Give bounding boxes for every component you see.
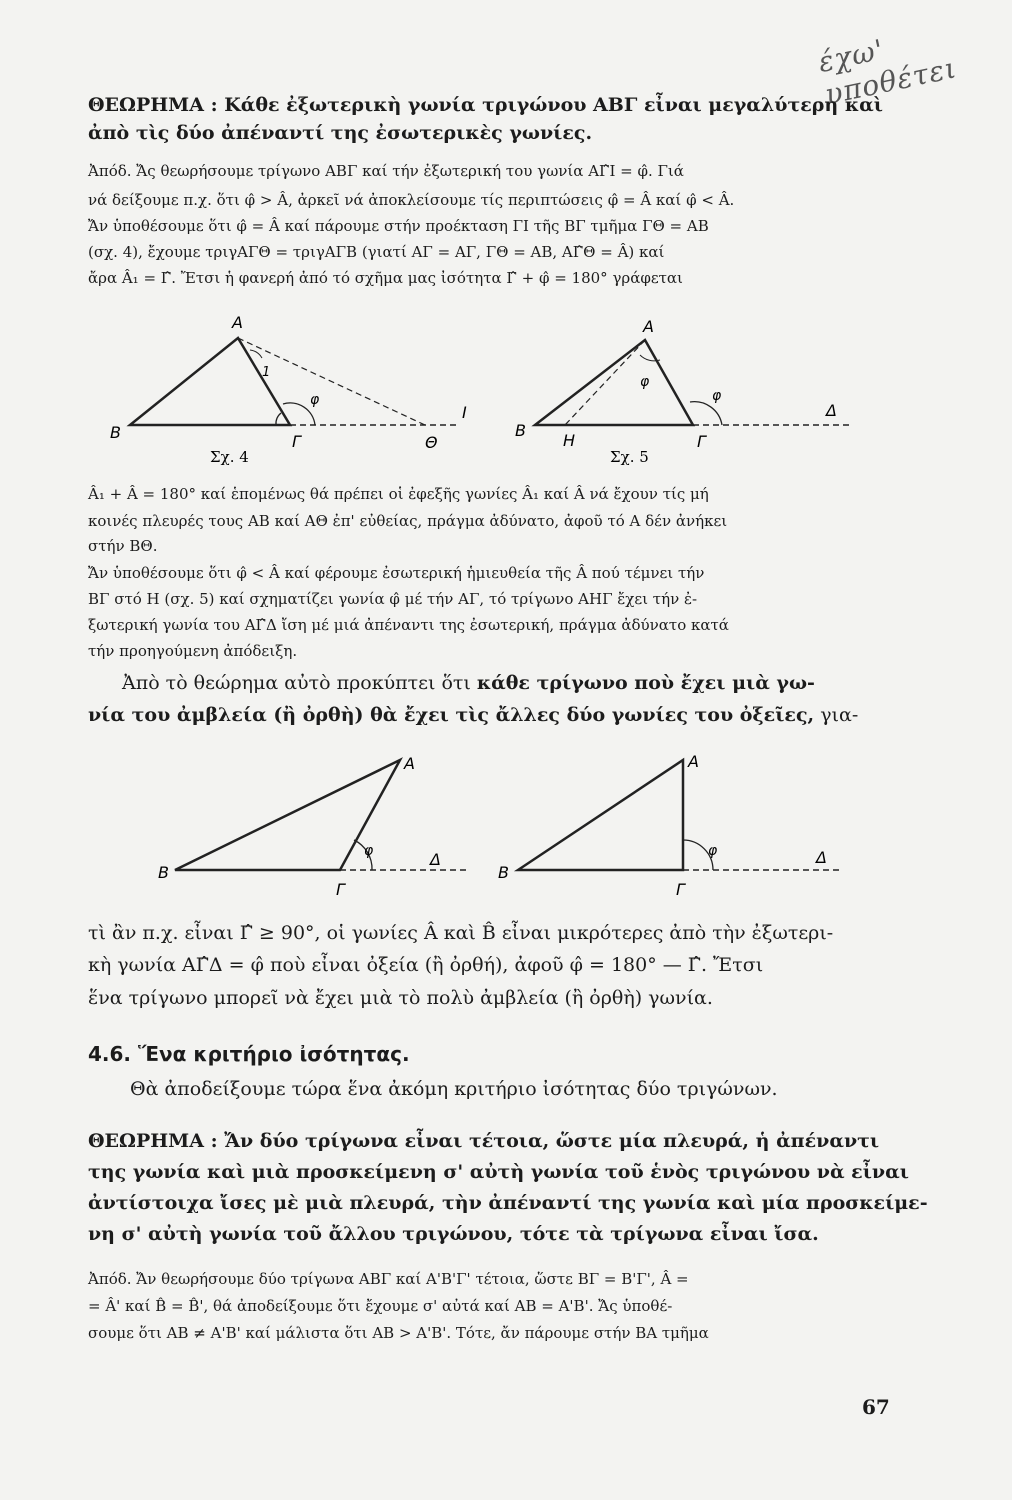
figure-4 <box>130 338 460 425</box>
fig6-label-D: Δ <box>430 850 441 869</box>
fig7-label-G: Γ <box>676 880 685 895</box>
fig6-label-A: A <box>404 754 415 773</box>
para3-line1: Θὰ ἀποδείξουμε τώρα ἕνα ἀκόμη κριτήριο ἰσότητας δύο τριγώνων. <box>130 1078 778 1100</box>
figure-obtuse-2 <box>518 760 840 870</box>
proof1-line5: ἄρα Â₁ = Γ̂. Ἔτσι ἡ φανερή ἀπό τό σχῆμα μας ἰσότητα Γ̂ + φ̂ = 180° γράφεται <box>88 269 683 287</box>
theorem1-line1: ΘΕΩΡΗΜΑ : Κάθε ἐξωτερικὴ γωνία τριγώνου ΑΒΓ εἶναι μεγαλύτερη καὶ <box>88 94 883 116</box>
page-number: 67 <box>862 1395 890 1419</box>
proof1b-line4: Ἄν ὑποθέσουμε ὅτι φ̂ < Â καί φέρουμε ἐσωτερική ἡμιευθεία τῆς Â πού τέμνει τήν <box>88 564 705 582</box>
figures-4-5 <box>0 310 1012 480</box>
proof1b-line7: τήν προηγούμενη ἀπόδειξη. <box>88 642 298 660</box>
para2-line2: κὴ γωνία ΑΓ̂Δ = φ̂ ποὺ εἶναι ὀξεία (ἢ ὀρθή), ἀφοῦ φ̂ = 180° — Γ̂. Ἔτσι <box>88 954 764 976</box>
para2-line1: τὶ ἂν π.χ. εἶναι Γ̂ ≥ 90°, οἱ γωνίες Â καὶ B̂ εἶναι μικρότερες ἀπὸ τὴν ἐξωτερι- <box>88 922 834 944</box>
figures-obtuse <box>0 745 1012 895</box>
fig6-label-G: Γ <box>336 880 345 895</box>
theorem2-line4: νη σ' αὐτὴ γωνία τοῦ ἄλλου τριγώνου, τότε τὰ τρίγωνα εἶναι ἴσα. <box>88 1223 819 1245</box>
consequence-line1 <box>122 670 918 696</box>
fig5-label-G: Γ <box>697 432 706 451</box>
fig4-label-A: A <box>232 313 243 332</box>
fig4-label-1: 1 <box>262 365 271 380</box>
proof1-line4: (σχ. 4), ἔχουμε τριγΑΓΘ = τριγΑΓΒ (γιατί ΑΓ = ΑΓ, ΓΘ = ΑΒ, ΑΓ̂Θ = Â) καί <box>88 243 665 261</box>
proof1-line3: Ἄν ὑποθέσουμε ὅτι φ̂ = Â καί πάρουμε στήν προέκταση ΓΙ τῆς ΒΓ τμῆμα ΓΘ = ΑΒ <box>88 217 709 235</box>
proof2-line2: = Â' καί B̂ = B̂', θά ἀποδείξουμε ὅτι ἔχουμε σ' αὐτά καί ΑΒ = Α'Β'. Ἄς ὑποθέ- <box>88 1297 673 1315</box>
consequence-line1-bold: κάθε τρίγωνο ποὺ ἔχει μιὰ γω- <box>476 672 815 694</box>
fig5-label-B: B <box>515 421 526 440</box>
consequence-line2-plain: για- <box>814 704 859 726</box>
consequence-line1-plain: Ἀπὸ τὸ θεώρημα αὐτὸ προκύπτει ὅτι <box>122 672 477 694</box>
theorem2-line3: ἀντίστοιχα ἴσες μὲ μιὰ πλευρά, τὴν ἀπέναντί της γωνία καὶ μία προσκείμε- <box>88 1192 928 1214</box>
fig4-label-G: Γ <box>292 432 301 451</box>
fig4-label-phi: φ <box>310 392 320 408</box>
para2-line3: ἕνα τρίγωνο μπορεῖ νὰ ἔχει μιὰ τὸ πολὺ ἀμβλεία (ἢ ὀρθὴ) γωνία. <box>88 987 713 1009</box>
consequence-line2 <box>88 702 918 728</box>
fig7-label-A: A <box>688 752 699 771</box>
proof2-line1: Ἀπόδ. Ἄν θεωρήσουμε δύο τρίγωνα ΑΒΓ καί Α'Β'Γ' τέτοια, ὥστε ΒΓ = Β'Γ', Â = <box>88 1270 689 1288</box>
proof2-line3: σουμε ὅτι ΑΒ ≠ Α'Β' καί μάλιστα ὅτι ΑΒ > Α'Β'. Τότε, ἄν πάρουμε στήν ΒΑ τμῆμα <box>88 1324 709 1342</box>
fig4-label-Th: Θ <box>425 433 438 452</box>
proof1-line2: νά δείξουμε π.χ. ὅτι φ̂ > Â, ἀρκεῖ νά ἀποκλείσουμε τίς περιπτώσεις φ̂ = Â καί φ̂ < Â. <box>88 191 735 209</box>
fig4-label-I: I <box>462 403 467 422</box>
proof1b-line3: στήν ΒΘ. <box>88 537 158 555</box>
figure-obtuse-1 <box>175 760 470 870</box>
fig5-label-phi-inner: φ <box>640 374 650 390</box>
fig6-label-phi: φ <box>364 843 374 859</box>
fig5-label-H: H <box>563 431 576 450</box>
theorem1-line2: ἀπὸ τὶς δύο ἀπέναντί της ἐσωτερικὲς γωνίες. <box>88 122 593 144</box>
theorem2-line2: της γωνία καὶ μιὰ προσκείμενη σ' αὐτὴ γωνία τοῦ ἑνὸς τριγώνου νὰ εἶναι <box>88 1161 909 1183</box>
fig6-label-B: B <box>158 863 169 882</box>
fig5-label-D: Δ <box>826 401 837 420</box>
fig7-label-B: B <box>498 863 509 882</box>
proof1b-line6: ξωτερική γωνία του ΑΓ̂Δ ἴση μέ μιά ἀπέναντι της ἐσωτερική, πράγμα ἀδύνατο κατά <box>88 616 729 634</box>
fig7-label-phi: φ <box>708 843 718 859</box>
fig5-caption: Σχ. 5 <box>610 448 649 466</box>
proof1-line1: Ἀπόδ. Ἄς θεωρήσουμε τρίγωνο ΑΒΓ καί τήν ἐξωτερική του γωνία ΑΓ̂Ι = φ̂. Γιά <box>88 162 684 180</box>
fig7-label-D: Δ <box>816 848 827 867</box>
proof1b-line5: ΒΓ στό Η (σχ. 5) καί σχηματίζει γωνία φ̂ μέ τήν ΑΓ, τό τρίγωνο ΑΗΓ ἔχει τήν ἐ- <box>88 590 698 608</box>
fig5-label-A: A <box>643 317 654 336</box>
fig4-label-B: B <box>110 423 121 442</box>
handwritten-note: έχω' υποθέτει <box>815 32 960 112</box>
section-title: 4.6. Ἕνα κριτήριο ἰσότητας. <box>88 1042 410 1066</box>
figure-5 <box>535 340 850 425</box>
theorem2-line1: ΘΕΩΡΗΜΑ : Ἄν δύο τρίγωνα εἶναι τέτοια, ὥστε μία πλευρά, ἡ ἀπέναντι <box>88 1130 880 1152</box>
fig5-label-phi-outer: φ <box>712 388 722 404</box>
fig4-caption: Σχ. 4 <box>210 448 249 466</box>
proof1b-line1: Â₁ + Â = 180° καί ἑπομένως θά πρέπει οἱ ἐφεξῆς γωνίες Â₁ καί Â νά ἔχουν τίς μή <box>88 485 709 503</box>
consequence-line2-bold: νία του ἀμβλεία (ἢ ὀρθὴ) θὰ ἔχει τὶς ἄλλες δύο γωνίες του ὀξεῖες, <box>88 704 815 726</box>
proof1b-line2: κοινές πλευρές τους ΑΒ καί ΑΘ ἐπ' εὐθείας, πράγμα ἀδύνατο, ἀφοῦ τό Α δέν ἀνήκει <box>88 512 728 530</box>
